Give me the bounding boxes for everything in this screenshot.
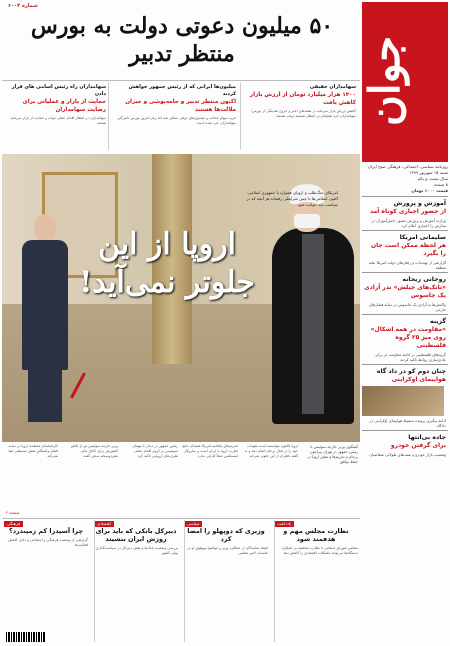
sidebar-story[interactable] [362, 364, 448, 430]
sub-story-body: خرید سهام عدالت و صندوق‌های دولتی ممکن شد اما زیان امروز بورس دامن‌گیر سهامداران خرد شده است [117, 116, 236, 125]
masthead-info-line: سال بیست و یکم [417, 176, 448, 181]
sidebar-story-body: وضعیت بازار خودرو و صف‌های طولانی متقاضیان [369, 452, 446, 457]
article-body [2, 444, 360, 514]
bottom-stories [2, 518, 360, 645]
column-divider [108, 82, 109, 150]
article-column: وزیر خارجه سوئیس نیز از تلاش کشورش برای کانال مالی بشردوستانه سخن گفت [70, 444, 118, 458]
sub-story-title: ۱۴۰۰ هزار میلیارد تومان از ارزش بازار کاهش یافت [249, 92, 356, 106]
sidebar-story-sub: «تانک‌های جیلش» ندر آزادی یک جاسوس [364, 284, 446, 299]
masthead-price: قیمت ۱۰۰۰ تومان [411, 188, 448, 193]
sidebar-story-thumbnail [362, 386, 444, 416]
sidebar-story-title: سلیمانی امریکا [399, 234, 446, 241]
story-category-label: یادداشت [274, 521, 294, 527]
article-column: کارشناسان معتقدند اروپا در سایه فشار واشنگتن نقش مستقلی ایفا نمی‌کند [8, 444, 58, 458]
sidebar-story[interactable] [362, 314, 448, 364]
sub-story-body: سهامداران در انتظار اقدام عملی دولت و حمایت از بازار سرمایه هستند [10, 116, 106, 125]
top-banner [2, 2, 360, 10]
sub-story-kicker: سهامداران حقیقی [309, 84, 356, 90]
page-reference[interactable]: صفحه ۲ [6, 510, 20, 515]
sub-story[interactable] [6, 84, 106, 152]
overlay-line: اروپا از این [97, 227, 237, 262]
sidebar-story-title: جاده بی‌انتها [408, 434, 446, 441]
bottom-story[interactable] [94, 521, 178, 645]
masthead-info [362, 164, 448, 194]
figure-legs [28, 364, 62, 422]
article-column: تحریم‌های یکجانبه امریکا همچنان مانع تجارت اروپا با ایران است و سازوکار اینستکس عملاً کارایی ندارد [182, 444, 238, 458]
sidebar-story-body: گروه‌های فلسطینی بر ادامه مقاومت در برابر عادی‌سازی روابط تاکید کردند [375, 352, 446, 362]
sidebar-story-sub: هواپیمای اوکراینی [391, 376, 446, 383]
sub-story-title: حمایت از بازار و عملیاتی برای رضایت سهامداران [22, 99, 106, 113]
sub-story-title: اکنون منتظر تدبیر و جامه‌پوشی و جبران ملالت‌ها هستند [125, 99, 236, 113]
masthead-logo [362, 2, 448, 162]
photo-figure-suit [20, 214, 70, 424]
column-divider [274, 520, 275, 642]
sidebar-story[interactable] [362, 272, 448, 314]
sidebar-story-sub: برای گرفتن خودرو [390, 442, 446, 449]
masthead-info-line: ۸ صفحه [433, 182, 448, 187]
figure-mask [294, 214, 320, 228]
sub-story[interactable] [244, 84, 356, 152]
sidebar-story[interactable] [362, 230, 448, 272]
story-category-label: اقتصادی [94, 521, 114, 527]
bottom-story-title: دبیرکل بانکی که باید برای روزش ایران بنشیند [95, 527, 177, 543]
sidebar-story[interactable] [362, 196, 448, 230]
story-category-label: فرهنگی [4, 521, 23, 527]
story-category-label: سیاسی [184, 521, 202, 527]
column-divider [240, 82, 241, 150]
sub-story-body: کاهش ارزش بازار سرمایه در هفته‌های اخیر و خروج نقدینگی از بورس؛ سهامداران خرد همچنان در انتظار تصمیم دولت هستند [251, 109, 356, 118]
sidebar-story[interactable] [362, 430, 448, 459]
bottom-story[interactable] [184, 521, 268, 645]
bottom-story-title: نظارت مجلس مهم و هدفمند شود [283, 527, 349, 543]
figure-head [34, 214, 56, 242]
sidebar-story-sub: «مقاومت در همه اشکال» روی میز ۲۵ گروه فلسطینی [370, 326, 446, 349]
article-column: گفتگوی وزیر خارجه سوئیس با رئیس جمهور در تهران پیرامون برجام و تحریم‌ها و نقش اروپا در حفظ توافق [307, 444, 358, 464]
issue-marker: شماره ۶۰۰۴ [8, 3, 38, 9]
sidebar-story-title: گزینه [429, 318, 446, 325]
sidebar-story-body: واکنش‌ها به آزادی یک جاسوس در سایه فشارهای خارجی [368, 302, 446, 312]
overlay-line: جلوتر نمی‌آید! [79, 265, 255, 300]
sub-story-kicker: سهامداران راه رئیس اسامی های قرار دادن [11, 84, 106, 97]
sidebar-story-sub: هر لحظه ممکن است جان را بگیرد [371, 242, 446, 257]
bottom-story-title: چرا آسیدرا کم زمیندرد؟ [8, 527, 84, 535]
column-divider [94, 520, 95, 642]
main-headline[interactable]: ۵۰ میلیون دعوتی دولت به بورس منتظر تدبیر [30, 13, 334, 67]
bottom-story-body: مجلس شورای اسلامی با نظارت هدفمند بر عملکرد دستگاه‌ها می‌تواند مشکلات اقتصادی را کاهش دهد [281, 546, 358, 555]
red-line-mark [70, 372, 86, 398]
bottom-story-body: انتقاد نمایندگان از عملکرد وزیر و مواضع دوپهلوی او در جلسات اخیر مجلس [186, 546, 268, 555]
masthead-info-line: روزنامه سیاسی، اجتماعی، فرهنگی صبح ایران [367, 164, 448, 169]
sidebar-story-body: گزارشی از تهدیدات و رفتارهای دولت امریکا علیه منطقه [368, 260, 446, 270]
masthead-info-line: شنبه ۱۵ شهریور ۱۳۹۹ [409, 170, 448, 175]
sidebar-column [362, 196, 448, 644]
bottom-story[interactable] [4, 521, 88, 645]
sidebar-story-body: وزارت آموزش و پرورش حضور دانش‌آموزان در مدارس را اختیاری اعلام کرد [371, 218, 446, 228]
article-column: رئیس جمهور در دیدار با مهمان سوئیسی بر لزوم اقدام عملی طرف‌های اروپایی تاکید کرد [132, 444, 178, 458]
bottom-story[interactable] [274, 521, 358, 645]
sidebar-story-title: روحانی ریحانه [402, 276, 446, 283]
figure-inner-robe [302, 234, 324, 414]
column-divider [184, 520, 185, 642]
bottom-story-body: گزارشی از وضعیت فرهنگی و اجتماعی و دلایل کاهش فعالیت‌ها [8, 538, 88, 547]
photo-overlay-headline [72, 226, 262, 302]
photo-caption: امریکای جنگ‌طلب و اروپای همواره با جمهوری اسلامی. اکنون اسلامی‌ها با چنین شرایطی رفته‌اند هر آنچه که در سیاست باید خوانده شود [246, 190, 338, 207]
sub-story-kicker: میلیون‌ها ایرانی که از رئیس جمهور خواهش کردند [128, 84, 236, 97]
sub-stories-row [2, 80, 360, 153]
photo-figure-cleric [272, 184, 354, 442]
article-column: اروپا تاکنون نتوانسته است تعهدات خود را در قبال برجام انجام دهد و به گفته ناظران از این جلوتر نمی‌آید [244, 444, 298, 458]
sidebar-story-body: ادامه پیگیری پرونده سقوط هواپیمای اوکراینی در دادگاه [369, 418, 446, 428]
masthead-title: جوان [360, 35, 409, 127]
sidebar-story-title: آموزش و پرورش [393, 200, 446, 207]
sub-story[interactable] [114, 84, 236, 152]
barcode-icon [6, 632, 46, 642]
sidebar-story-sub: از حضور اجباری کوتاه آمد [370, 208, 446, 215]
sidebar-story-title: چنان دوم کو در داد گاه [376, 368, 446, 375]
figure-body [22, 240, 68, 370]
bottom-story-body: بررسی وضعیت بانک‌ها و نقش دبیرکل در سیاست‌گذاری پولی کشور [95, 546, 178, 555]
bottom-story-title: وزیری که دوپهلو را امضا کرد [187, 527, 265, 543]
